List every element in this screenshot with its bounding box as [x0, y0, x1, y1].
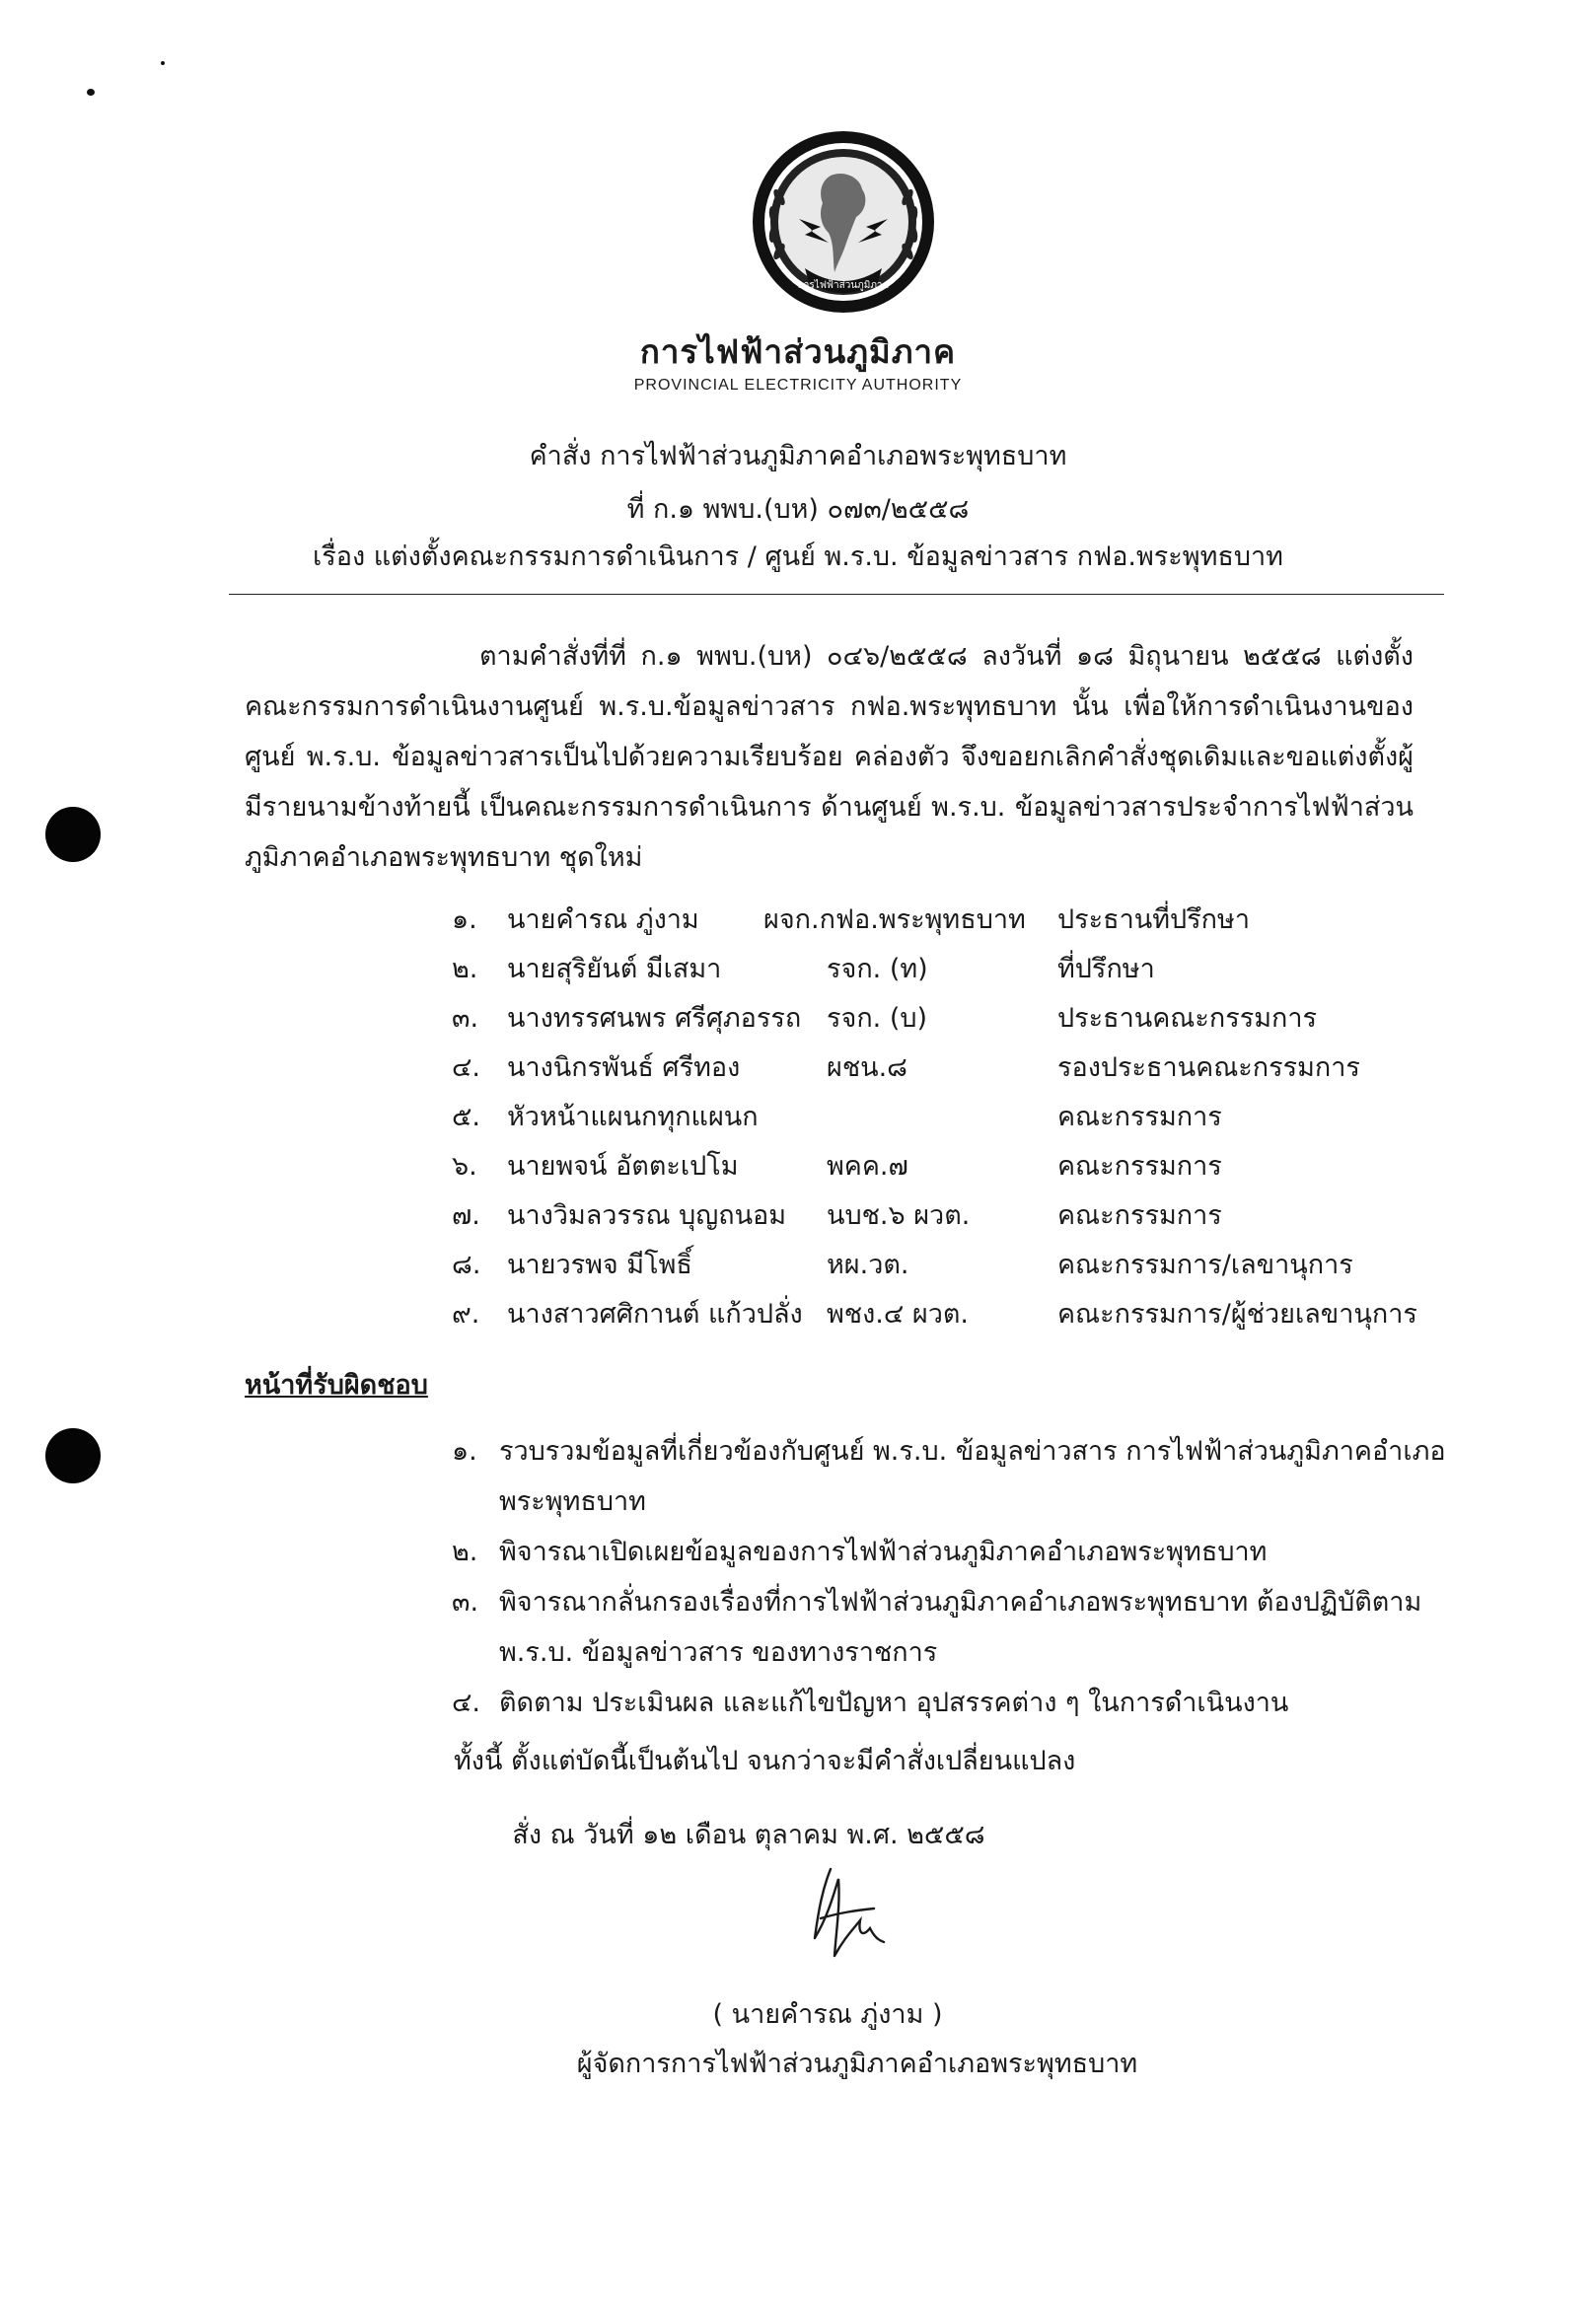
- committee-name: นายวรพจ มีโพธิ์: [507, 1250, 692, 1280]
- committee-role: คณะกรรมการ/เลขานุการ: [1057, 1250, 1353, 1280]
- seal-text: การไฟฟ้าส่วนภูมิภาค: [797, 280, 890, 291]
- signature-scribble: [801, 1859, 900, 1963]
- committee-position: ผชน.๘: [827, 1052, 908, 1083]
- committee-number: ๙.: [452, 1299, 480, 1330]
- committee-position: รจก. (ท): [827, 954, 928, 984]
- committee-role: รองประธานคณะกรรมการ: [1057, 1052, 1360, 1083]
- committee-role: คณะกรรมการ: [1057, 1200, 1222, 1231]
- order-title: คำสั่ง การไฟฟ้าส่วนภูมิภาคอำเภอพระพุทธบาท: [529, 441, 1067, 471]
- org-name-thai: การไฟฟ้าส่วนภูมิภาค: [639, 332, 957, 371]
- duty-number: ๔.: [452, 1688, 481, 1718]
- committee-name: นางวิมลวรรณ บุญถนอม: [507, 1200, 787, 1231]
- committee-position: พชง.๔ ผวต.: [827, 1299, 970, 1330]
- duty-item: [452, 1527, 1448, 1577]
- committee-role: คณะกรรมการ: [1057, 1151, 1222, 1182]
- effective-statement: ทั้งนี้ ตั้งแต่บัดนี้เป็นต้นไป จนกว่าจะมีคำสั่งเปลี่ยนแปลง: [454, 1746, 1076, 1776]
- duty-item: [452, 1426, 1448, 1527]
- committee-position: นบช.๖ ผวต.: [827, 1200, 971, 1231]
- committee-number: ๕.: [452, 1102, 481, 1132]
- duties-heading: หน้าที่รับผิดชอบ: [245, 1370, 428, 1401]
- committee-name: นายพจน์ อัตตะเปโม: [507, 1151, 739, 1182]
- duties-list: [452, 1426, 1448, 1728]
- committee-name: นางทรรศนพร ศรีศุภอรรถ: [507, 1003, 802, 1034]
- committee-number: ๔.: [452, 1052, 481, 1083]
- committee-position: ผจก.กฟอ.พระพุทธบาท: [763, 904, 1026, 935]
- duty-text: รวบรวมข้อมูลที่เกี่ยวข้องกับศูนย์ พ.ร.บ. ข้อมูลข่าวสาร การไฟฟ้าส่วนภูมิภาคอำเภอพระพุทธบาท: [499, 1436, 1446, 1517]
- committee-role: คณะกรรมการ/ผู้ช่วยเลขานุการ: [1057, 1299, 1417, 1330]
- body-paragraph: ตามคำสั่งที่ที่ ก.๑ พพบ.(บห) ๐๔๖/๒๕๕๘ ลงวันที่ ๑๘ มิถุนายน ๒๕๕๘ แต่งตั้งคณะกรรมการดำเนินงานศูนย์ พ.ร.บ.ข้อมูลข่าวสาร กฟอ.พระพุทธบาท นั้น เพื่อให้การดำเนินงานของศูนย์ พ.ร.บ. ข้อมูลข่าวสารเป็นไปด้วยความเรียบร้อย คล่องตัว จึงขอยกเลิกคำสั่งชุดเดิมและขอแต่งตั้งผู้มีรายนามข้างท้ายนี้ เป็นคณะกรรมการดำเนินการ ด้านศูนย์ พ.ร.บ. ข้อมูลข่าวสารประจำการไฟฟ้าส่วนภูมิภาคอำเภอพระพุทธบาท ชุดใหม่: [245, 641, 1414, 873]
- committee-name: นายคำรณ ภู่งาม: [507, 904, 699, 935]
- committee-role: ประธานคณะกรรมการ: [1057, 1003, 1318, 1034]
- committee-name: นางนิกรพันธ์ ศรีทอง: [507, 1052, 741, 1083]
- order-date: สั่ง ณ วันที่ ๑๒ เดือน ตุลาคม พ.ศ. ๒๕๕๘: [512, 1820, 985, 1850]
- header-divider: [229, 594, 1444, 595]
- committee-position: รจก. (บ): [827, 1003, 928, 1034]
- scan-speck: [87, 89, 95, 96]
- committee-number: ๘.: [452, 1250, 481, 1280]
- duty-text: พิจารณากลั่นกรองเรื่องที่การไฟฟ้าส่วนภูมิภาคอำเภอพระพุทธบาท ต้องปฏิบัติตาม พ.ร.บ. ข้อมูลข่าวสาร ของทางราชการ: [499, 1587, 1422, 1668]
- org-name-english: PROVINCIAL ELECTRICITY AUTHORITY: [633, 377, 963, 394]
- duty-item: [452, 1577, 1448, 1678]
- punch-hole-bottom: [45, 1428, 101, 1483]
- committee-role: คณะกรรมการ: [1057, 1102, 1222, 1132]
- duty-item: [452, 1678, 1448, 1728]
- committee-number: ๓.: [452, 1003, 479, 1034]
- signer-name: ( นายคำรณ ภู่งาม ): [712, 1999, 943, 2030]
- punch-hole-top: [45, 807, 101, 862]
- pea-seal-logo: [750, 128, 937, 316]
- committee-number: ๗.: [452, 1200, 480, 1231]
- committee-position: หผ.วต.: [827, 1250, 909, 1280]
- order-subject: เรื่อง แต่งตั้งคณะกรรมการดำเนินการ / ศูนย์ พ.ร.บ. ข้อมูลข่าวสาร กฟอ.พระพุทธบาท: [313, 541, 1283, 572]
- scan-speck: [161, 61, 165, 65]
- duty-number: ๑.: [452, 1436, 477, 1467]
- committee-number: ๖.: [452, 1151, 477, 1182]
- duty-number: ๒.: [452, 1537, 478, 1567]
- duty-text: ติดตาม ประเมินผล และแก้ไขปัญหา อุปสรรคต่าง ๆ ในการดำเนินงาน: [499, 1688, 1289, 1718]
- committee-number: ๒.: [452, 954, 478, 984]
- committee-role: ประธานที่ปรึกษา: [1057, 904, 1250, 935]
- duty-text: พิจารณาเปิดเผยข้อมูลของการไฟฟ้าส่วนภูมิภาคอำเภอพระพุทธบาท: [499, 1537, 1268, 1567]
- signer-title: ผู้จัดการการไฟฟ้าส่วนภูมิภาคอำเภอพระพุทธบาท: [576, 2049, 1138, 2079]
- order-number: ที่ ก.๑ พพบ.(บห) ๐๗๓/๒๕๕๘: [626, 494, 970, 525]
- duty-number: ๓.: [452, 1587, 479, 1618]
- committee-name: หัวหน้าแผนกทุกแผนก: [507, 1102, 759, 1132]
- committee-number: ๑.: [452, 904, 477, 935]
- committee-name: นายสุริยันต์ มีเสมา: [507, 954, 722, 984]
- committee-position: พคค.๗: [827, 1151, 908, 1182]
- committee-name: นางสาวศศิกานต์ แก้วปลั่ง: [507, 1299, 803, 1330]
- committee-role: ที่ปรึกษา: [1057, 954, 1155, 984]
